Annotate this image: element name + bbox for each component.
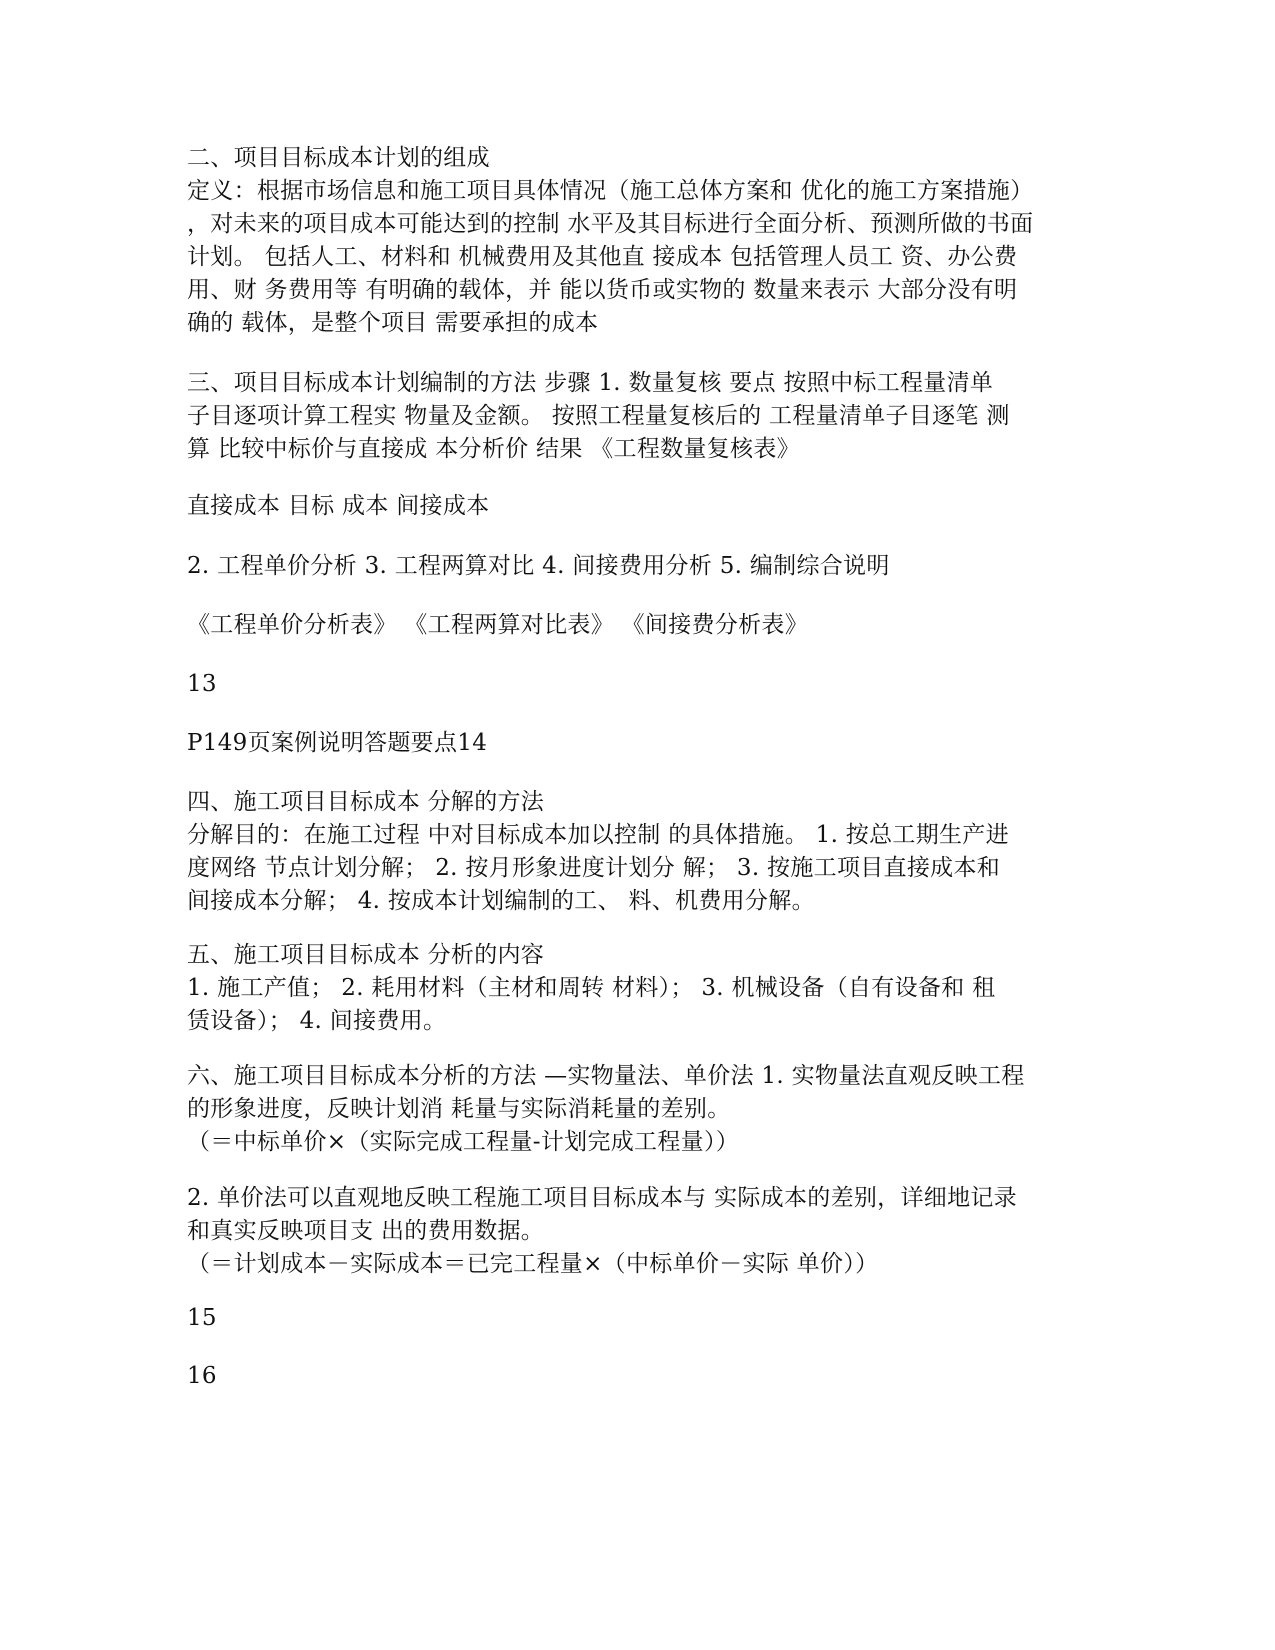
page-number-13-block: [187, 668, 1107, 701]
case-note: P149页案例说明答题要点14: [187, 730, 488, 756]
section-4-title: 四、施工项目目标成本 分解的方法: [187, 789, 545, 815]
section-6: [187, 1060, 1107, 1159]
section-2-title: 二、项目目标成本计划的组成: [187, 145, 490, 171]
section-2-line-1: 定义：根据市场信息和施工项目具体情况（施工总体方案和 优化的施工方案措施）: [187, 178, 1034, 204]
section-2-line-3: 计划。 包括人工、材料和 机械费用及其他直 接成本 包括管理人员工 资、办公费: [187, 244, 1018, 270]
tables-line: 《工程单价分析表》 《工程两算对比表》 《间接费分析表》: [187, 612, 809, 638]
section-5-line-1: 1. 施工产值； 2. 耗用材料（主材和周转 材料）； 3. 机械设备（自有设备和 租: [187, 975, 996, 1001]
section-5-title: 五、施工项目目标成本 分析的内容: [187, 942, 545, 968]
section-3: [187, 367, 1107, 466]
cost-line-block: [187, 490, 1107, 523]
section-6-formula: （＝中标单价×（实际完成工程量-计划完成工程量））: [187, 1129, 740, 1155]
case-note-block: [187, 727, 1107, 760]
section-5: [187, 939, 1107, 1038]
page-number-13: 13: [187, 671, 217, 697]
section-3-line-3: 算 比较中标价与直接成 本分析价 结果 《工程数量复核表》: [187, 436, 800, 462]
page-number-15: 15: [187, 1305, 217, 1331]
section-3-line-2: 子目逐项计算工程实 物量及金额。 按照工程量复核后的 工程量清单子目逐笔 测: [187, 403, 1010, 429]
section-4-line-1: 分解目的：在施工过程 中对目标成本加以控制 的具体措施。 1. 按总工期生产进: [187, 822, 1009, 848]
section-2-line-4: 用、财 务费用等 有明确的载体，并 能以货币或实物的 数量来表示 大部分没有明: [187, 277, 1018, 303]
section-6b-line-2: 和真实反映项目支 出的费用数据。: [187, 1218, 545, 1244]
section-6b-line-1: 2. 单价法可以直观地反映工程施工项目目标成本与 实际成本的差别，详细地记录: [187, 1185, 1017, 1211]
section-6-line-1: 六、施工项目目标成本分析的方法 —实物量法、单价法 1. 实物量法直观反映工程: [187, 1063, 1025, 1089]
page-number-16-block: [187, 1360, 1107, 1393]
section-4-line-2: 度网络 节点计划分解； 2. 按月形象进度计划分 解； 3. 按施工项目直接成本和: [187, 855, 1001, 881]
page-number-15-block: [187, 1302, 1107, 1335]
section-2: [187, 142, 1107, 340]
section-6-line-2: 的形象进度，反映计划消 耗量与实际消耗量的差别。: [187, 1096, 731, 1122]
page-number-16: 16: [187, 1363, 217, 1389]
section-4: [187, 786, 1107, 918]
section-6b-formula: （＝计划成本－实际成本＝已完工程量×（中标单价－实际 单价））: [187, 1251, 879, 1277]
section-5-line-2: 赁设备）； 4. 间接费用。: [187, 1008, 447, 1034]
section-2-line-5: 确的 载体，是整个项目 需要承担的成本: [187, 310, 599, 336]
tables-line-block: [187, 609, 1107, 642]
cost-line: 直接成本 目标 成本 间接成本: [187, 493, 490, 519]
section-2-line-2: ，对未来的项目成本可能达到的控制 水平及其目标进行全面分析、预测所做的书面: [187, 211, 1034, 237]
steps-line-block: [187, 550, 1107, 583]
section-6b: [187, 1182, 1107, 1281]
section-4-line-3: 间接成本分解； 4. 按成本计划编制的工、 料、机费用分解。: [187, 888, 815, 914]
section-3-line-1: 三、项目目标成本计划编制的方法 步骤 1. 数量复核 要点 按照中标工程量清单: [187, 370, 994, 396]
steps-line: 2. 工程单价分析 3. 工程两算对比 4. 间接费用分析 5. 编制综合说明: [187, 553, 890, 579]
